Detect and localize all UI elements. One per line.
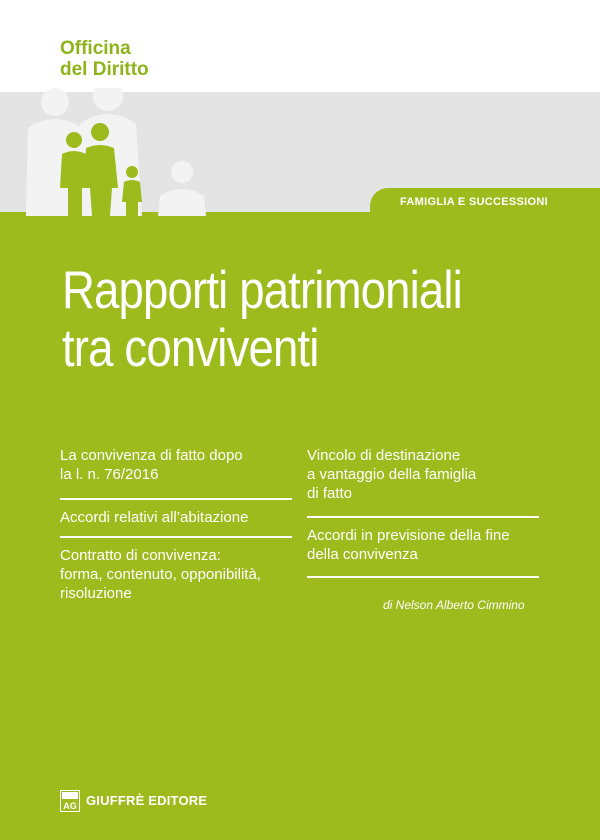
publisher-name: GIUFFRÈ EDITORE bbox=[86, 793, 208, 808]
family-silhouette-icon bbox=[0, 88, 260, 216]
book-title-line-1: Rapporti patrimoniali bbox=[62, 261, 462, 320]
topic-item: Contratto di convivenza: forma, contenuto, opponibilità, risoluzione bbox=[60, 547, 261, 602]
topic-item: Accordi in previsione della fine della convivenza bbox=[307, 527, 510, 563]
topic-item: La convivenza di fatto dopo la l. n. 76/2016 bbox=[60, 447, 243, 483]
topic-item: Vincolo di destinazione a vantaggio della famiglia di fatto bbox=[307, 447, 477, 502]
series-title-line-1: Officina bbox=[60, 38, 131, 59]
series-title bbox=[60, 38, 149, 80]
series-title-line-2: del Diritto bbox=[60, 59, 149, 80]
author-credit: di Nelson Alberto Cimmino bbox=[383, 598, 525, 612]
divider bbox=[60, 536, 292, 538]
book-title-line-2: tra conviventi bbox=[62, 319, 319, 378]
divider bbox=[307, 516, 539, 518]
book-title bbox=[62, 262, 462, 378]
publisher-logo-icon bbox=[60, 790, 80, 812]
topic-item: Accordi relativi all’abitazione bbox=[60, 509, 249, 526]
divider bbox=[307, 576, 539, 578]
divider bbox=[60, 498, 292, 500]
category-label: FAMIGLIA E SUCCESSIONI bbox=[400, 196, 548, 208]
svg-text:AG: AG bbox=[63, 801, 77, 811]
